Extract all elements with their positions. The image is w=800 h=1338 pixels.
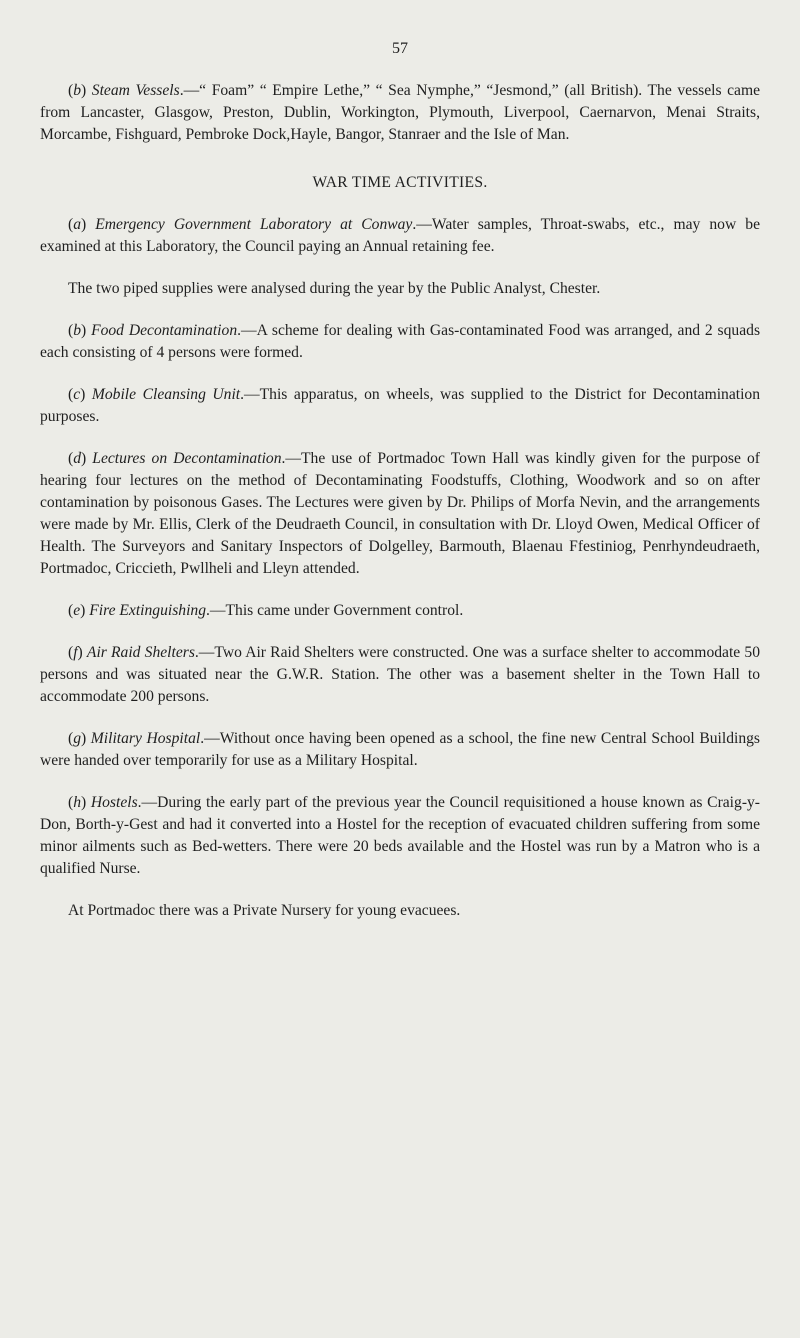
item-marker-open: ( — [68, 644, 74, 661]
item-marker-close: ) — [81, 794, 91, 811]
paragraph-military-hospital — [40, 728, 760, 772]
item-title: Air Raid Shelters — [86, 644, 195, 661]
item-text: .—A scheme for dealing with Gas-contaminated Food was arranged, and 2 squads each consisting of 4 persons were formed. — [40, 322, 761, 361]
item-marker-open: ( — [68, 82, 74, 99]
item-text: .—This came under Government control. — [206, 602, 464, 619]
item-marker: b — [73, 82, 81, 99]
paragraph-fire-extinguishing — [40, 600, 760, 622]
item-title: Steam Vessels — [91, 82, 180, 99]
item-marker-close: ) — [81, 450, 93, 467]
paragraph-lectures — [40, 448, 760, 580]
item-marker-open: ( — [68, 602, 74, 619]
item-marker-close: ) — [81, 730, 91, 747]
item-text: .—Water samples, Throat-swabs, etc., may now be examined at this Laboratory, the Council paying an Annual retaining fee. — [40, 216, 760, 255]
item-text: At Portmadoc there was a Private Nursery for young evacuees. — [68, 902, 461, 919]
item-title: Military Hospital — [90, 730, 201, 747]
item-marker: g — [73, 730, 81, 747]
item-marker-close: ) — [80, 602, 90, 619]
item-marker: d — [73, 450, 81, 467]
item-marker-open: ( — [68, 730, 74, 747]
item-marker-close: ) — [81, 322, 92, 339]
item-text: .—Without once having been opened as a school, the fine new Central School Buildings were handed over temporarily for use as a Military Hospital. — [40, 730, 760, 769]
item-marker: a — [73, 216, 81, 233]
item-title: Lectures on Decontamination — [92, 450, 282, 467]
item-marker-open: ( — [68, 386, 74, 403]
item-text: .—This apparatus, on wheels, was supplied to the District for Decontamination purposes. — [40, 386, 761, 425]
paragraph-private-nursery — [40, 900, 760, 922]
item-marker-close: ) — [77, 644, 87, 661]
paragraph-emergency-laboratory — [40, 214, 760, 258]
item-title: Mobile Cleansing Unit — [91, 386, 241, 403]
item-marker-close: ) — [81, 82, 92, 99]
paragraph-mobile-cleansing-unit — [40, 384, 760, 428]
item-marker: f — [73, 644, 78, 661]
paragraph-steam-vessels — [40, 80, 760, 146]
item-marker: e — [73, 602, 81, 619]
item-marker-open: ( — [68, 322, 74, 339]
paragraph-piped-supplies — [40, 278, 760, 300]
paragraph-hostels — [40, 792, 760, 880]
item-text: The two piped supplies were analysed during the year by the Public Analyst, Chester. — [68, 280, 601, 297]
item-marker-open: ( — [68, 794, 74, 811]
item-marker: h — [73, 794, 81, 811]
item-marker-open: ( — [68, 216, 74, 233]
item-title: Hostels — [90, 794, 138, 811]
item-title: Food Decontamination — [91, 322, 238, 339]
item-marker-open: ( — [68, 450, 74, 467]
item-marker: c — [73, 386, 81, 403]
item-title: Fire Extinguishing — [89, 602, 207, 619]
paragraph-air-raid-shelters — [40, 642, 760, 708]
item-text: .—“ Foam” “ Empire Lethe,” “ Sea Nymphe,” “Jesmond,” (all British). The vessels came from Lancaster, Glasgow, Preston, Dublin, Workington, Plymouth, Liverpool, Caernarvon, Menai Straits, Morcambe, Fishguard, Pembroke Dock,Hayle, Bangor, Stanraer and the Isle of Man. — [40, 82, 761, 143]
item-text: .—Two Air Raid Shelters were constructed. One was a surface shelter to accommodate 50 persons and was situated near the G.W.R. Station. The other was a basement shelter in the Town Hall to accommodate 200 persons. — [40, 644, 760, 705]
item-marker-close: ) — [81, 216, 96, 233]
item-text: .—During the early part of the previous year the Council requisitioned a house known as Craig-y-Don, Borth-y-Gest and had it converted into a Hostel for the reception of evacuated children suffering from some minor ailments such as Bed-wetters. There were 20 beds available and the Hostel was run by a Matron who is a qualified Nurse. — [40, 794, 760, 877]
item-marker: b — [73, 322, 81, 339]
page-number: 57 — [392, 40, 408, 57]
paragraph-food-decontamination — [40, 320, 760, 364]
item-title: Emergency Government Laboratory at Conway — [95, 216, 413, 233]
item-text: .—The use of Portmadoc Town Hall was kindly given for the purpose of hearing four lectures on the method of Decontaminating Foodstuffs, Clothing, Woodwork and so on after contamination by poisonous Gases. The Lectures were given by Dr. Philips of Morfa Nevin, and the arrangements were made by Mr. Ellis, Clerk of the Deudraeth Council, in consultation with Dr. Lloyd Owen, Medical Officer of Health. The Surveyors and Sanitary Inspectors of Dolgelley, Barmouth, Blaenau Ffestiniog, Penrhyndeudraeth, Portmadoc, Criccieth, Pwllheli and Lleyn attended. — [40, 450, 760, 577]
item-marker-close: ) — [80, 386, 92, 403]
section-heading: WAR TIME ACTIVITIES. — [312, 174, 488, 191]
